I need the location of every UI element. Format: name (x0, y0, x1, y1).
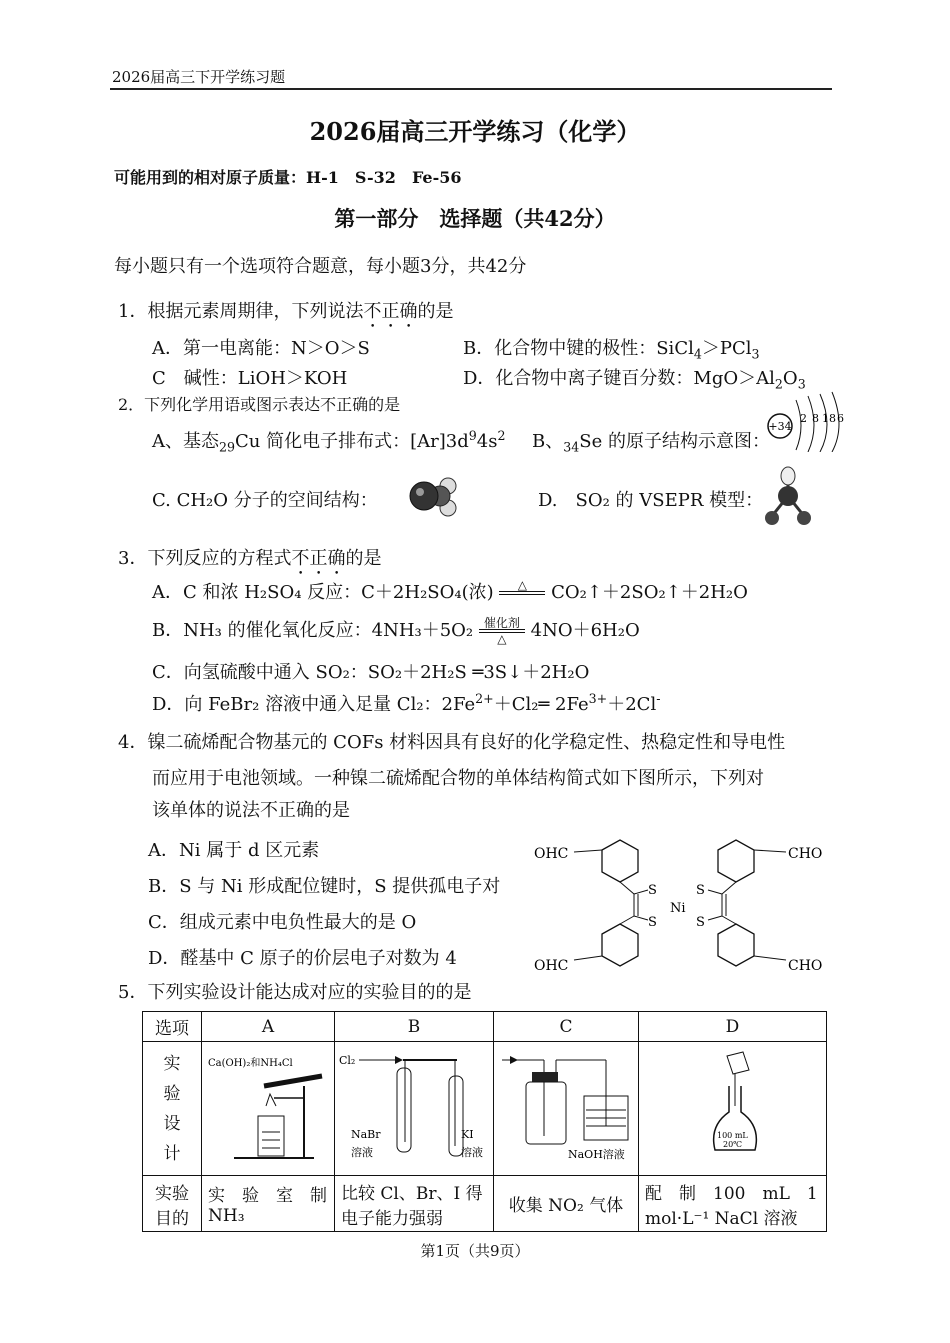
q4-option-c: C．组成元素中电负性最大的是 O (148, 912, 417, 933)
q3-b-condition (479, 617, 525, 645)
q3-a-condition (499, 579, 545, 607)
struct-s-3: S (696, 883, 705, 898)
q3-d-pre: D．向 FeBr₂ 溶液中通入足量 Cl₂：2Fe (152, 694, 476, 715)
row-label-purpose-2: 目的 (155, 1208, 189, 1229)
se-shell-1: 2 (800, 412, 807, 425)
q5-stem: 5．下列实验设计能达成对应的实验目的的是 (118, 982, 472, 1003)
section-heading: 第一部分 选择题（共42分） (334, 206, 616, 231)
q3-option-c: C．向氢硫酸中通入 SO₂：SO₂＋2H₂S ═3S↓＋2H₂O (152, 662, 590, 683)
fig-c-label: NaOH溶液 (568, 1148, 625, 1161)
header-rule (110, 88, 832, 90)
q2-option-a (152, 427, 505, 455)
row-label-design-2: 验 (163, 1083, 181, 1104)
struct-s-2: S (648, 915, 657, 930)
q3-b-cond-bot: △ (497, 632, 507, 646)
q2-option-d: D. SO₂ 的 VSEPR 模型： (538, 490, 764, 511)
purpose-d (639, 1176, 827, 1232)
purpose-d-line2: mol·L⁻¹ NaCl 溶液 (645, 1208, 798, 1229)
se-shell-3: 18 (822, 412, 836, 425)
q4-line1: 4．镍二硫烯配合物基元的 COFs 材料因具有良好的化学稳定性、热稳定性和导电性 (118, 732, 786, 753)
fig-d-cell (639, 1042, 827, 1176)
q1-stem (118, 297, 453, 332)
q3-d-sup1: 2+ (475, 691, 494, 706)
struct-s-1: S (648, 883, 657, 898)
se-nucleus-label: +34 (768, 420, 792, 433)
q3-b-pre: B．NH₃ 的催化氧化反应：4NH₃＋5O₂ (152, 620, 474, 641)
q4-line2: 而应用于电池领域。一种镍二硫烯配合物的单体结构简式如下图所示，下列对 (152, 768, 764, 789)
q2-a-mid: Cu 简化电子排布式：[Ar]3d (235, 431, 469, 452)
q1-d-post: O (782, 368, 798, 389)
q3-b-post: 4NO＋6H₂O (530, 620, 640, 641)
q2-option-c: C. CH₂O 分子的空间结构： (152, 490, 378, 511)
fig-d-temp: 20℃ (722, 1140, 742, 1149)
q2-a-pre: A、基态 (152, 431, 219, 452)
atomic-mass-line: 可能用到的相对原子质量：H-1 S-32 Fe-56 (114, 168, 462, 187)
table-header-d: D (639, 1012, 827, 1042)
purpose-b-line2: 电子能力强弱 (341, 1208, 443, 1229)
ch2o-ball-model (404, 474, 464, 518)
q3-d-sup2: 3+ (588, 691, 608, 706)
purpose-a (202, 1176, 335, 1232)
q3-option-a (152, 578, 748, 607)
struct-cho-top-right: CHO (788, 846, 823, 862)
fig-b-ki: KI (461, 1128, 474, 1141)
row-label-design-4: 计 (163, 1143, 181, 1164)
row-label-design (143, 1042, 202, 1176)
struct-s-4: S (696, 915, 705, 930)
q3-stem-post: 的是 (345, 548, 382, 569)
fig-b-ki-sol: 溶液 (461, 1146, 483, 1159)
q1-b-pre: B．化合物中键的极性：SiCl (463, 338, 694, 359)
struct-cho-bottom-right: CHO (788, 958, 823, 974)
q2-a-e: 9 (468, 428, 477, 443)
q2-stem: 2．下列化学用语或图示表达不正确的是 (118, 395, 401, 414)
so2-vsepr-model (762, 466, 814, 528)
q1-option-a: A．第一电离能：N＞O＞S (152, 338, 370, 359)
fig-a-ammonia-apparatus (204, 1046, 332, 1166)
q2-option-b (532, 427, 770, 455)
q1-stem-mark: 不正确 (363, 301, 418, 322)
q3-d-sup3: - (656, 691, 661, 706)
row-label-design-1: 实 (163, 1053, 181, 1074)
q1-option-b: B．化合物中键的极性：SiCl$_4$＞PCl$_3$ (463, 338, 760, 362)
exam-title: 2026届高三开学练习（化学） (309, 117, 641, 146)
struct-cho-bottom-left: OHC (534, 958, 569, 974)
se-shell-4: 6 (837, 412, 844, 425)
q3-d-post: ＋2Cl (607, 694, 657, 715)
q2-b-post: Se 的原子结构示意图： (579, 431, 770, 452)
purpose-b-line1: 比较 Cl、Br、I 得 (341, 1183, 483, 1204)
purpose-c: 收集 NO₂ 气体 (494, 1176, 639, 1232)
purpose-a-line1: 实 验 室 制 (208, 1186, 327, 1206)
q3-a-cond-top: △ (517, 578, 527, 592)
q1-d-pre: D．化合物中离子键百分数：MgO＞Al (463, 368, 775, 389)
q4-line3: 该单体的说法不正确的是 (152, 800, 350, 821)
q3-a-pre: A．C 和浓 H₂SO₄ 反应：C＋2H₂SO₄(浓) (152, 582, 494, 603)
q1-option-c: C 碱性：LiOH＞KOH (152, 368, 348, 389)
struct-ni: Ni (670, 901, 686, 916)
row-label-design-3: 设 (163, 1113, 181, 1134)
fig-b-halogen-apparatus (337, 1046, 491, 1166)
table-header-a: A (202, 1012, 335, 1042)
struct-cho-top-left: OHC (534, 846, 569, 862)
q2-b-z: 34 (563, 439, 580, 455)
nickel-dithiolene-structure (530, 836, 830, 976)
se-shell-2: 8 (812, 412, 819, 425)
fig-d-volumetric-flask (643, 1046, 823, 1166)
fig-b-cl2: Cl₂ (339, 1054, 356, 1067)
q2-a-mid2: 4s (476, 431, 498, 452)
q3-b-cond-top: 催化剂 (483, 616, 520, 630)
table-header-option: 选项 (143, 1012, 202, 1042)
row-label-purpose (143, 1176, 202, 1232)
q3-stem (118, 544, 381, 579)
table-header-b: B (335, 1012, 494, 1042)
q2-a-e2: 2 (497, 428, 506, 443)
q3-option-b (152, 616, 640, 645)
fig-d-capacity: 100 mL (716, 1131, 748, 1140)
q5-experiment-table (142, 1011, 827, 1232)
q4-option-a: A．Ni 属于 d 区元素 (148, 840, 320, 861)
table-header-c: C (494, 1012, 639, 1042)
running-header: 2026届高三下开学练习题 (112, 68, 286, 86)
q3-stem-pre: 3．下列反应的方程式 (118, 548, 292, 569)
q3-a-post: CO₂↑＋2SO₂↑＋2H₂O (551, 582, 748, 603)
row-label-purpose-1: 实验 (155, 1183, 189, 1204)
fig-b-nabr: NaBr (351, 1128, 381, 1141)
fig-c-cell (494, 1042, 639, 1176)
q3-stem-mark: 不正确 (291, 548, 346, 569)
q4-option-d: D．醛基中 C 原子的价层电子对数为 4 (148, 948, 457, 969)
fig-b-cell (335, 1042, 494, 1176)
q2-a-z: 29 (219, 439, 236, 455)
purpose-d-line1: 配 制 100 mL 1 (645, 1183, 818, 1204)
fig-b-nabr-sol: 溶液 (351, 1146, 373, 1159)
q4-option-b: B．S 与 Ni 形成配位键时，S 提供孤电子对 (148, 876, 501, 897)
page-footer: 第1页（共9页） (420, 1242, 530, 1260)
q2-b-pre: B、 (532, 431, 564, 452)
instructions: 每小题只有一个选项符合题意，每小题3分，共42分 (114, 256, 527, 277)
purpose-b (335, 1176, 494, 1232)
fig-a-label: Ca(OH)₂和NH₄Cl (208, 1058, 293, 1069)
q1-b-mid: ＞PCl (701, 338, 752, 359)
q1-option-d: D．化合物中离子键百分数：$MgO>Al_2O_3$ (463, 368, 806, 392)
se-atomic-structure-diagram (766, 388, 846, 452)
q1-stem-pre: 1．根据元素周期律，下列说法 (118, 301, 364, 322)
q3-d-mid: ＋Cl₂═ 2Fe (493, 694, 589, 715)
q3-option-d (152, 690, 660, 716)
fig-c-gas-collection (496, 1046, 636, 1166)
q1-stem-post: 的是 (417, 301, 454, 322)
purpose-a-line2: NH₃ (208, 1206, 245, 1226)
fig-a-cell (202, 1042, 335, 1176)
